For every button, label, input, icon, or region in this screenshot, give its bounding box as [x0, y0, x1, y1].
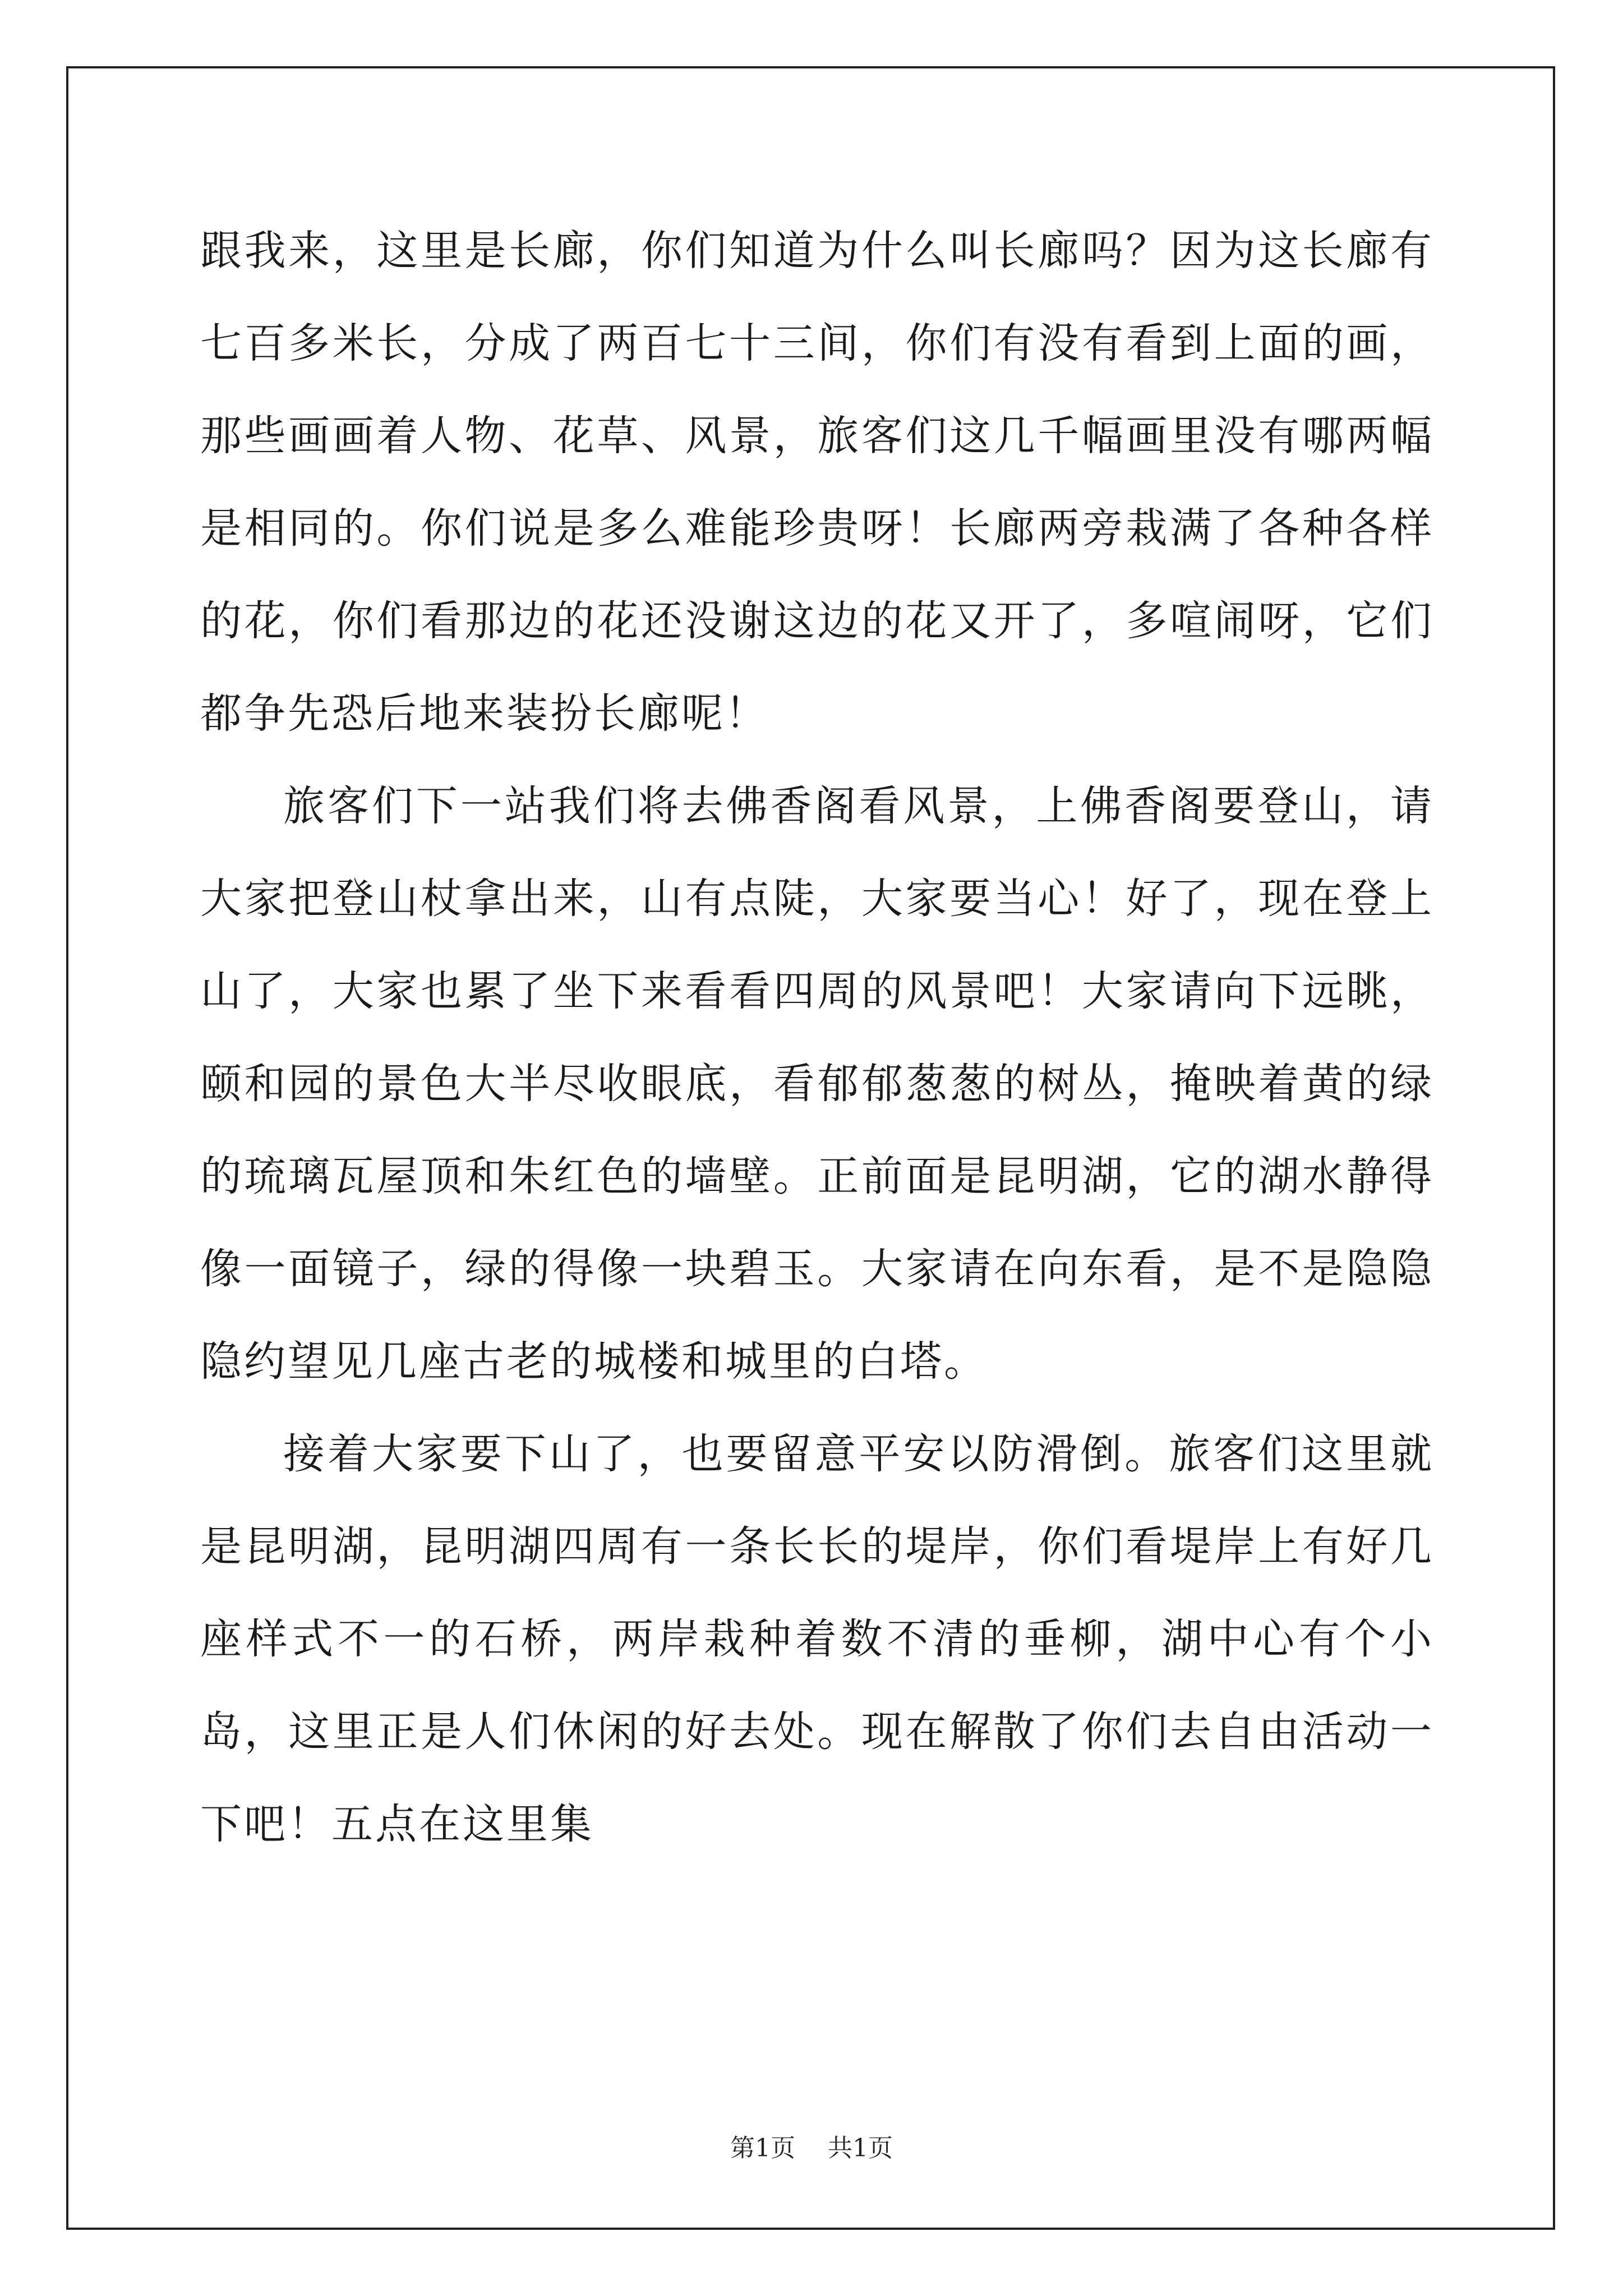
- page-footer: [0, 2128, 1623, 2164]
- document-body: [200, 205, 1434, 1871]
- page-total: 共1页: [828, 2134, 893, 2162]
- paragraph-2: 旅客们下一站我们将去佛香阁看风景，上佛香阁要登山，请大家把登山杖拿出来，山有点陡，大家要当心！好了，现在登上山了，大家也累了坐下来看看四周的风景吧！大家请向下远眺，颐和园的景色大半尽收眼底，看郁郁葱葱的树丛，掩映着黄的绿的琉璃瓦屋顶和朱红色的墙壁。正前面是昆明湖，它的湖水静得像一面镜子，绿的得像一块碧玉。大家请在向东看，是不是隐隐隐约望见几座古老的城楼和城里的白塔。: [200, 782, 1434, 1386]
- paragraph-1: 跟我来，这里是长廊，你们知道为什么叫长廊吗？因为这长廊有七百多米长，分成了两百七十三间，你们有没有看到上面的画，那些画画着人物、花草、风景，旅客们这几千幅画里没有哪两幅是相同的。你们说是多么难能珍贵呀！长廊两旁栽满了各种各样的花，你们看那边的花还没谢这边的花又开了，多喧闹呀，它们都争先恐后地来装扮长廊呢！: [200, 227, 1434, 738]
- paragraph-3: 接着大家要下山了，也要留意平安以防滑倒。旅客们这里就是昆明湖，昆明湖四周有一条长长的堤岸，你们看堤岸上有好几座样式不一的石桥，两岸栽种着数不清的垂柳，湖中心有个小岛，这里正是人们休闲的好去处。现在解散了你们去自由活动一下吧！五点在这里集: [200, 1430, 1434, 1848]
- page-number: 第1页: [730, 2134, 795, 2162]
